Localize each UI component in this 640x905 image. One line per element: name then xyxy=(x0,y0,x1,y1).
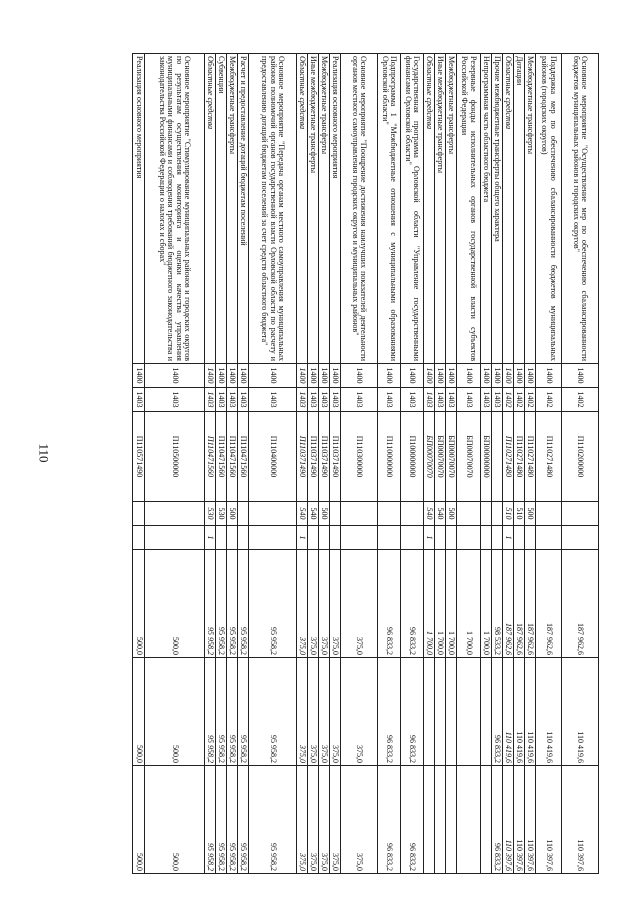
table-row xyxy=(205,54,216,874)
cell-rz: 1400 xyxy=(492,364,503,388)
cell-v2: 375,0 xyxy=(341,658,378,766)
cell-csr: П110271480 xyxy=(525,412,536,502)
cell-v3: 375,0 xyxy=(297,766,308,874)
cell-v3: 95 958,2 xyxy=(205,766,216,874)
cell-v1: 95 958,2 xyxy=(205,550,216,658)
cell-name: Межбюджетные трансферты xyxy=(446,54,457,364)
cell-csr: П110371490 xyxy=(330,412,341,502)
cell-v1: 375,0 xyxy=(330,550,341,658)
cell-vr xyxy=(238,502,249,526)
cell-v2: 110 419,6 xyxy=(525,658,536,766)
cell-csr: БП00070070 xyxy=(446,412,457,502)
cell-vr: 540 xyxy=(297,502,308,526)
cell-name: Резервные фонды исполнительных органов государственной власти субъектов Российской Федерации xyxy=(457,54,481,364)
cell-mark xyxy=(536,526,562,550)
cell-mark xyxy=(145,526,205,550)
cell-v2: 95 958,2 xyxy=(238,658,249,766)
cell-name: Субвенции xyxy=(216,54,227,364)
budget-table xyxy=(132,53,599,874)
cell-vr: 540 xyxy=(308,502,319,526)
cell-pr: 1403 xyxy=(341,388,378,412)
table-row xyxy=(145,54,205,874)
cell-csr: П110371490 xyxy=(308,412,319,502)
cell-vr: 510 xyxy=(514,502,525,526)
cell-rz: 1400 xyxy=(525,364,536,388)
cell-rz: 1400 xyxy=(319,364,330,388)
cell-csr: БП00070070 xyxy=(424,412,435,502)
cell-v2: 110 419,6 xyxy=(562,658,599,766)
cell-v3 xyxy=(446,766,457,874)
cell-vr xyxy=(536,502,562,526)
cell-v3: 95 958,2 xyxy=(227,766,238,874)
cell-v3 xyxy=(424,766,435,874)
cell-v2: 95 958,2 xyxy=(227,658,238,766)
cell-pr: 1403 xyxy=(378,388,401,412)
cell-vr xyxy=(492,502,503,526)
cell-v1: 187 962,6 xyxy=(562,550,599,658)
cell-name: Прочие межбюджетные трансферты общего характера xyxy=(492,54,503,364)
table-row xyxy=(341,54,378,874)
cell-pr: 1402 xyxy=(503,388,514,412)
cell-v1: 375,0 xyxy=(297,550,308,658)
cell-v1: 95 958,2 xyxy=(238,550,249,658)
cell-vr xyxy=(562,502,599,526)
cell-rz: 1400 xyxy=(216,364,227,388)
cell-v1: 187 962,6 xyxy=(525,550,536,658)
cell-pr: 1403 xyxy=(424,388,435,412)
cell-pr: 1403 xyxy=(205,388,216,412)
cell-name: Межбюджетные трансферты xyxy=(525,54,536,364)
cell-pr: 1403 xyxy=(319,388,330,412)
cell-v1: 500,0 xyxy=(145,550,205,658)
cell-csr: П110371490 xyxy=(297,412,308,502)
cell-name: Межбюджетные трансферты xyxy=(319,54,330,364)
cell-mark xyxy=(562,526,599,550)
table-row xyxy=(481,54,492,874)
table-row xyxy=(503,54,514,874)
table-row xyxy=(562,54,599,874)
cell-vr xyxy=(378,502,401,526)
cell-v2: 95 958,2 xyxy=(216,658,227,766)
cell-pr: 1403 xyxy=(227,388,238,412)
cell-pr: 1403 xyxy=(249,388,297,412)
cell-v1: 187 962,6 xyxy=(536,550,562,658)
cell-v2: 110 419,6 xyxy=(503,658,514,766)
cell-v2: 500,0 xyxy=(133,658,145,766)
table-row xyxy=(424,54,435,874)
cell-rz: 1400 xyxy=(378,364,401,388)
cell-mark: 1 xyxy=(297,526,308,550)
cell-pr: 1403 xyxy=(492,388,503,412)
cell-v1: 187 962,6 xyxy=(503,550,514,658)
cell-v2: 95 958,2 xyxy=(249,658,297,766)
cell-v1: 500,0 xyxy=(133,550,145,658)
cell-rz: 1400 xyxy=(562,364,599,388)
cell-pr: 1403 xyxy=(145,388,205,412)
cell-v1: 187 962,6 xyxy=(514,550,525,658)
cell-name: Областные средства xyxy=(297,54,308,364)
cell-v1: 375,0 xyxy=(319,550,330,658)
cell-csr: БП00000000 xyxy=(481,412,492,502)
cell-vr xyxy=(249,502,297,526)
cell-v3: 375,0 xyxy=(330,766,341,874)
cell-pr: 1403 xyxy=(446,388,457,412)
table-row xyxy=(238,54,249,874)
cell-mark xyxy=(249,526,297,550)
cell-v2: 96 833,2 xyxy=(401,658,424,766)
cell-mark xyxy=(378,526,401,550)
cell-csr: П110300000 xyxy=(341,412,378,502)
cell-csr: БП00070070 xyxy=(435,412,446,502)
budget-table-body xyxy=(133,54,599,874)
cell-v2: 95 958,2 xyxy=(205,658,216,766)
cell-vr: 500 xyxy=(227,502,238,526)
cell-rz: 1400 xyxy=(297,364,308,388)
table-row xyxy=(308,54,319,874)
cell-mark xyxy=(227,526,238,550)
cell-v3: 375,0 xyxy=(341,766,378,874)
cell-v3: 96 833,2 xyxy=(492,766,503,874)
cell-rz: 1400 xyxy=(238,364,249,388)
cell-csr: П110400000 xyxy=(249,412,297,502)
cell-vr: 500 xyxy=(446,502,457,526)
cell-mark xyxy=(330,526,341,550)
cell-mark xyxy=(216,526,227,550)
table-row xyxy=(297,54,308,874)
cell-mark xyxy=(133,526,145,550)
cell-vr: 540 xyxy=(424,502,435,526)
table-row xyxy=(536,54,562,874)
cell-vr: 500 xyxy=(525,502,536,526)
cell-csr: П110371490 xyxy=(319,412,330,502)
cell-pr: 1402 xyxy=(536,388,562,412)
cell-v3: 375,0 xyxy=(308,766,319,874)
table-row xyxy=(133,54,145,874)
cell-name: Областные средства xyxy=(205,54,216,364)
cell-v3: 110 397,6 xyxy=(503,766,514,874)
cell-vr xyxy=(401,502,424,526)
cell-pr: 1402 xyxy=(525,388,536,412)
cell-mark xyxy=(492,526,503,550)
cell-v1: 1 700,0 xyxy=(435,550,446,658)
cell-v1: 96 833,2 xyxy=(401,550,424,658)
cell-csr: П110271480 xyxy=(536,412,562,502)
cell-v2 xyxy=(435,658,446,766)
cell-csr: П110271480 xyxy=(514,412,525,502)
table-row xyxy=(435,54,446,874)
cell-v1: 1 700,0 xyxy=(424,550,435,658)
cell-mark: 1 xyxy=(503,526,514,550)
cell-v1: 1 700,0 xyxy=(481,550,492,658)
cell-v1: 375,0 xyxy=(341,550,378,658)
cell-pr: 1403 xyxy=(133,388,145,412)
table-row xyxy=(401,54,424,874)
cell-v1: 95 958,2 xyxy=(249,550,297,658)
cell-mark xyxy=(319,526,330,550)
cell-v3: 110 397,6 xyxy=(514,766,525,874)
cell-rz: 1400 xyxy=(249,364,297,388)
cell-pr: 1403 xyxy=(308,388,319,412)
table-row xyxy=(446,54,457,874)
cell-mark xyxy=(446,526,457,550)
cell-pr: 1403 xyxy=(216,388,227,412)
cell-v3 xyxy=(435,766,446,874)
cell-pr: 1402 xyxy=(562,388,599,412)
cell-mark xyxy=(457,526,481,550)
cell-pr: 1403 xyxy=(297,388,308,412)
cell-csr: П110500000 xyxy=(145,412,205,502)
table-row xyxy=(249,54,297,874)
cell-name: Поддержка мер по обеспечению сбалансированности бюджетов муниципальных районов (городских округов) xyxy=(536,54,562,364)
cell-v1: 96 833,2 xyxy=(378,550,401,658)
table-row xyxy=(319,54,330,874)
cell-name: Реализация основного мероприятия xyxy=(330,54,341,364)
cell-v2: 96 833,2 xyxy=(492,658,503,766)
cell-csr: П110000000 xyxy=(378,412,401,502)
cell-rz: 1400 xyxy=(330,364,341,388)
cell-mark xyxy=(238,526,249,550)
cell-csr: П110571490 xyxy=(133,412,145,502)
cell-vr xyxy=(133,502,145,526)
cell-rz: 1400 xyxy=(205,364,216,388)
cell-rz: 1400 xyxy=(133,364,145,388)
cell-name: Основное мероприятие "Осуществление мер по обеспечению сбалансированности бюджетов муниципальных районов и городских округов" xyxy=(562,54,599,364)
table-row xyxy=(330,54,341,874)
cell-rz: 1400 xyxy=(308,364,319,388)
table-row xyxy=(216,54,227,874)
cell-v2: 375,0 xyxy=(330,658,341,766)
cell-csr: П110471560 xyxy=(227,412,238,502)
cell-csr xyxy=(492,412,503,502)
cell-mark xyxy=(401,526,424,550)
cell-name: Основное мероприятие "Стимулирование муниципальных районов и городских округов по результатам осуществления мониторинга и оценки качества управления муниципальными финансами и соблюдения требований бюджетного законодательства и законодательства Российской Федерации о налогах и сборах" xyxy=(145,54,205,364)
cell-name: Иные межбюджетные трансферты xyxy=(308,54,319,364)
cell-csr: П100000000 xyxy=(401,412,424,502)
cell-name: Иные межбюджетные трансферты xyxy=(435,54,446,364)
cell-vr xyxy=(457,502,481,526)
cell-rz: 1400 xyxy=(481,364,492,388)
cell-name: Областные средства xyxy=(424,54,435,364)
cell-v2: 500,0 xyxy=(145,658,205,766)
cell-pr: 1403 xyxy=(238,388,249,412)
table-row xyxy=(525,54,536,874)
cell-v3: 110 397,6 xyxy=(525,766,536,874)
cell-v2 xyxy=(424,658,435,766)
cell-v1: 95 958,2 xyxy=(227,550,238,658)
cell-name: Реализация основного мероприятия xyxy=(133,54,145,364)
cell-v2: 375,0 xyxy=(308,658,319,766)
cell-rz: 1400 xyxy=(435,364,446,388)
cell-v3 xyxy=(481,766,492,874)
cell-mark xyxy=(308,526,319,550)
cell-v3: 96 833,2 xyxy=(401,766,424,874)
cell-pr: 1402 xyxy=(514,388,525,412)
cell-rz: 1400 xyxy=(227,364,238,388)
cell-vr xyxy=(330,502,341,526)
table-row xyxy=(492,54,503,874)
cell-v2 xyxy=(446,658,457,766)
cell-v3: 500,0 xyxy=(133,766,145,874)
cell-v2: 110 419,6 xyxy=(536,658,562,766)
cell-vr xyxy=(481,502,492,526)
cell-v1: 375,0 xyxy=(308,550,319,658)
cell-vr: 530 xyxy=(205,502,216,526)
cell-name: Расчет и предоставление дотаций бюджетам поселений xyxy=(238,54,249,364)
cell-csr: БП00070070 xyxy=(457,412,481,502)
cell-rz: 1400 xyxy=(424,364,435,388)
cell-rz: 1400 xyxy=(514,364,525,388)
cell-v3: 95 958,2 xyxy=(249,766,297,874)
table-row xyxy=(378,54,401,874)
cell-v3: 95 958,2 xyxy=(216,766,227,874)
cell-v3: 96 833,2 xyxy=(378,766,401,874)
cell-name: Непрограммная часть областного бюджета xyxy=(481,54,492,364)
page-number: 110 xyxy=(36,443,52,463)
cell-csr: П110471560 xyxy=(238,412,249,502)
cell-vr: 500 xyxy=(319,502,330,526)
cell-csr: П110200000 xyxy=(562,412,599,502)
cell-rz: 1400 xyxy=(503,364,514,388)
cell-rz: 1400 xyxy=(446,364,457,388)
cell-name: Государственная программа Орловской области "Управление государственными финансами Орловской области" xyxy=(401,54,424,364)
cell-v1: 95 958,2 xyxy=(216,550,227,658)
cell-mark xyxy=(481,526,492,550)
cell-rz: 1400 xyxy=(457,364,481,388)
cell-name: Областные средства xyxy=(503,54,514,364)
cell-rz: 1400 xyxy=(536,364,562,388)
cell-pr: 1403 xyxy=(457,388,481,412)
rotated-table xyxy=(132,53,599,871)
cell-pr: 1403 xyxy=(401,388,424,412)
cell-rz: 1400 xyxy=(145,364,205,388)
cell-vr: 530 xyxy=(216,502,227,526)
cell-pr: 1403 xyxy=(435,388,446,412)
cell-v2: 375,0 xyxy=(297,658,308,766)
cell-v3: 375,0 xyxy=(319,766,330,874)
cell-name: Дотации xyxy=(514,54,525,364)
cell-mark xyxy=(341,526,378,550)
cell-csr: П110471560 xyxy=(216,412,227,502)
cell-v1: 98 533,2 xyxy=(492,550,503,658)
cell-v1: 1 700,0 xyxy=(457,550,481,658)
cell-mark: 1 xyxy=(424,526,435,550)
table-row xyxy=(514,54,525,874)
cell-v2 xyxy=(457,658,481,766)
cell-mark: 1 xyxy=(205,526,216,550)
cell-v1: 1 700,0 xyxy=(446,550,457,658)
cell-csr: П110471560 xyxy=(205,412,216,502)
cell-v2: 110 419,6 xyxy=(514,658,525,766)
cell-v3: 110 397,6 xyxy=(536,766,562,874)
table-row xyxy=(227,54,238,874)
cell-pr: 1403 xyxy=(481,388,492,412)
table-row xyxy=(457,54,481,874)
cell-name: Межбюджетные трансферты xyxy=(227,54,238,364)
cell-name: Основное мероприятие "Поощрение достижения наилучших показателей деятельности органов местного самоуправления городских округов и муниципальных районов" xyxy=(341,54,378,364)
cell-pr: 1403 xyxy=(330,388,341,412)
cell-vr xyxy=(145,502,205,526)
cell-v3: 110 397,6 xyxy=(562,766,599,874)
cell-name: Основное мероприятие "Передача органам местного самоуправления муниципальных районов полномочий органов государственной власти Орловской области по расчету и предоставлению дотаций бюджетам поселений за счет средств областного бюджета" xyxy=(249,54,297,364)
cell-rz: 1400 xyxy=(341,364,378,388)
cell-vr xyxy=(341,502,378,526)
cell-rz: 1400 xyxy=(401,364,424,388)
cell-v2: 96 833,2 xyxy=(378,658,401,766)
cell-v2 xyxy=(481,658,492,766)
cell-mark xyxy=(525,526,536,550)
cell-mark xyxy=(435,526,446,550)
cell-v3 xyxy=(457,766,481,874)
cell-mark xyxy=(514,526,525,550)
cell-name: Подпрограмма 1 "Межбюджетные отношения с муниципальными образованиями Орловской области" xyxy=(378,54,401,364)
cell-csr: П110271480 xyxy=(503,412,514,502)
cell-vr: 540 xyxy=(435,502,446,526)
cell-v3: 500,0 xyxy=(145,766,205,874)
cell-vr: 510 xyxy=(503,502,514,526)
cell-v2: 375,0 xyxy=(319,658,330,766)
budget-table-region xyxy=(81,53,599,871)
cell-v3: 95 958,2 xyxy=(238,766,249,874)
